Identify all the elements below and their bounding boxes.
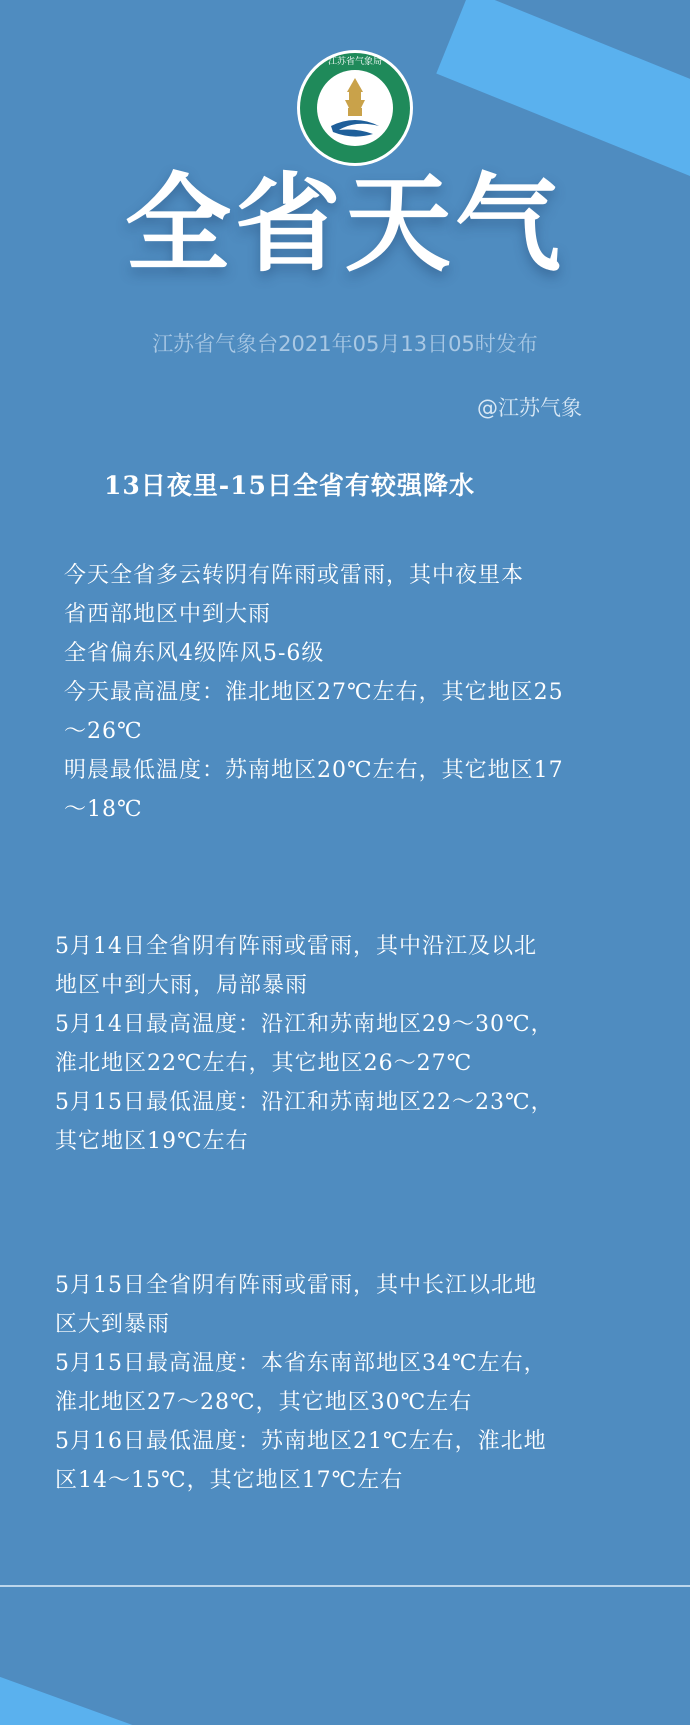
forecast-line: 明晨最低温度：苏南地区20℃左右，其它地区17 <box>64 758 564 783</box>
forecast-line: 淮北地区22℃左右，其它地区26～27℃ <box>55 1051 473 1076</box>
forecast-line: 省西部地区中到大雨 <box>64 602 272 627</box>
svg-text:江苏省气象局: 江苏省气象局 <box>327 57 383 67</box>
forecast-line: 其它地区19℃左右 <box>55 1129 249 1154</box>
corner-decoration-bottom-left <box>0 1655 184 1725</box>
forecast-line: 5月15日最高温度：本省东南部地区34℃左右， <box>55 1351 547 1376</box>
corner-decoration-top-right <box>436 0 690 186</box>
forecast-line: 今天全省多云转阴有阵雨或雷雨，其中夜里本 <box>64 563 525 588</box>
forecast-headline: 13日夜里-15日全省有较强降水 <box>104 471 475 500</box>
issuer-line: 江苏省气象台2021年05月13日05时发布 <box>152 332 538 356</box>
forecast-line: 地区中到大雨，局部暴雨 <box>55 973 309 998</box>
weibo-handle: @江苏气象 <box>477 396 582 420</box>
may15-forecast <box>0 1266 660 1500</box>
forecast-line: 全省偏东风4级阵风5-6级 <box>64 641 325 666</box>
today-forecast <box>0 556 660 829</box>
page-title: 全省天气 <box>125 163 565 286</box>
forecast-line: 5月16日最低温度：苏南地区21℃左右，淮北地 <box>55 1429 547 1454</box>
may14-forecast <box>0 927 660 1161</box>
forecast-line: 区14～15℃，其它地区17℃左右 <box>55 1468 404 1493</box>
forecast-line: 5月14日全省阴有阵雨或雷雨，其中沿江及以北 <box>55 934 537 959</box>
forecast-line: 5月15日全省阴有阵雨或雷雨，其中长江以北地 <box>55 1273 537 1298</box>
forecast-line: 5月15日最低温度：沿江和苏南地区22～23℃， <box>55 1090 554 1115</box>
forecast-line: ～26℃ <box>64 719 143 744</box>
forecast-line: ～18℃ <box>64 797 143 822</box>
forecast-line: 今天最高温度：淮北地区27℃左右，其它地区25 <box>64 680 564 705</box>
forecast-line: 区大到暴雨 <box>55 1312 171 1337</box>
meteorological-bureau-logo <box>295 48 415 168</box>
forecast-line: 淮北地区27～28℃，其它地区30℃左右 <box>55 1390 473 1415</box>
forecast-line: 5月14日最高温度：沿江和苏南地区29～30℃， <box>55 1012 554 1037</box>
divider <box>0 1585 690 1587</box>
